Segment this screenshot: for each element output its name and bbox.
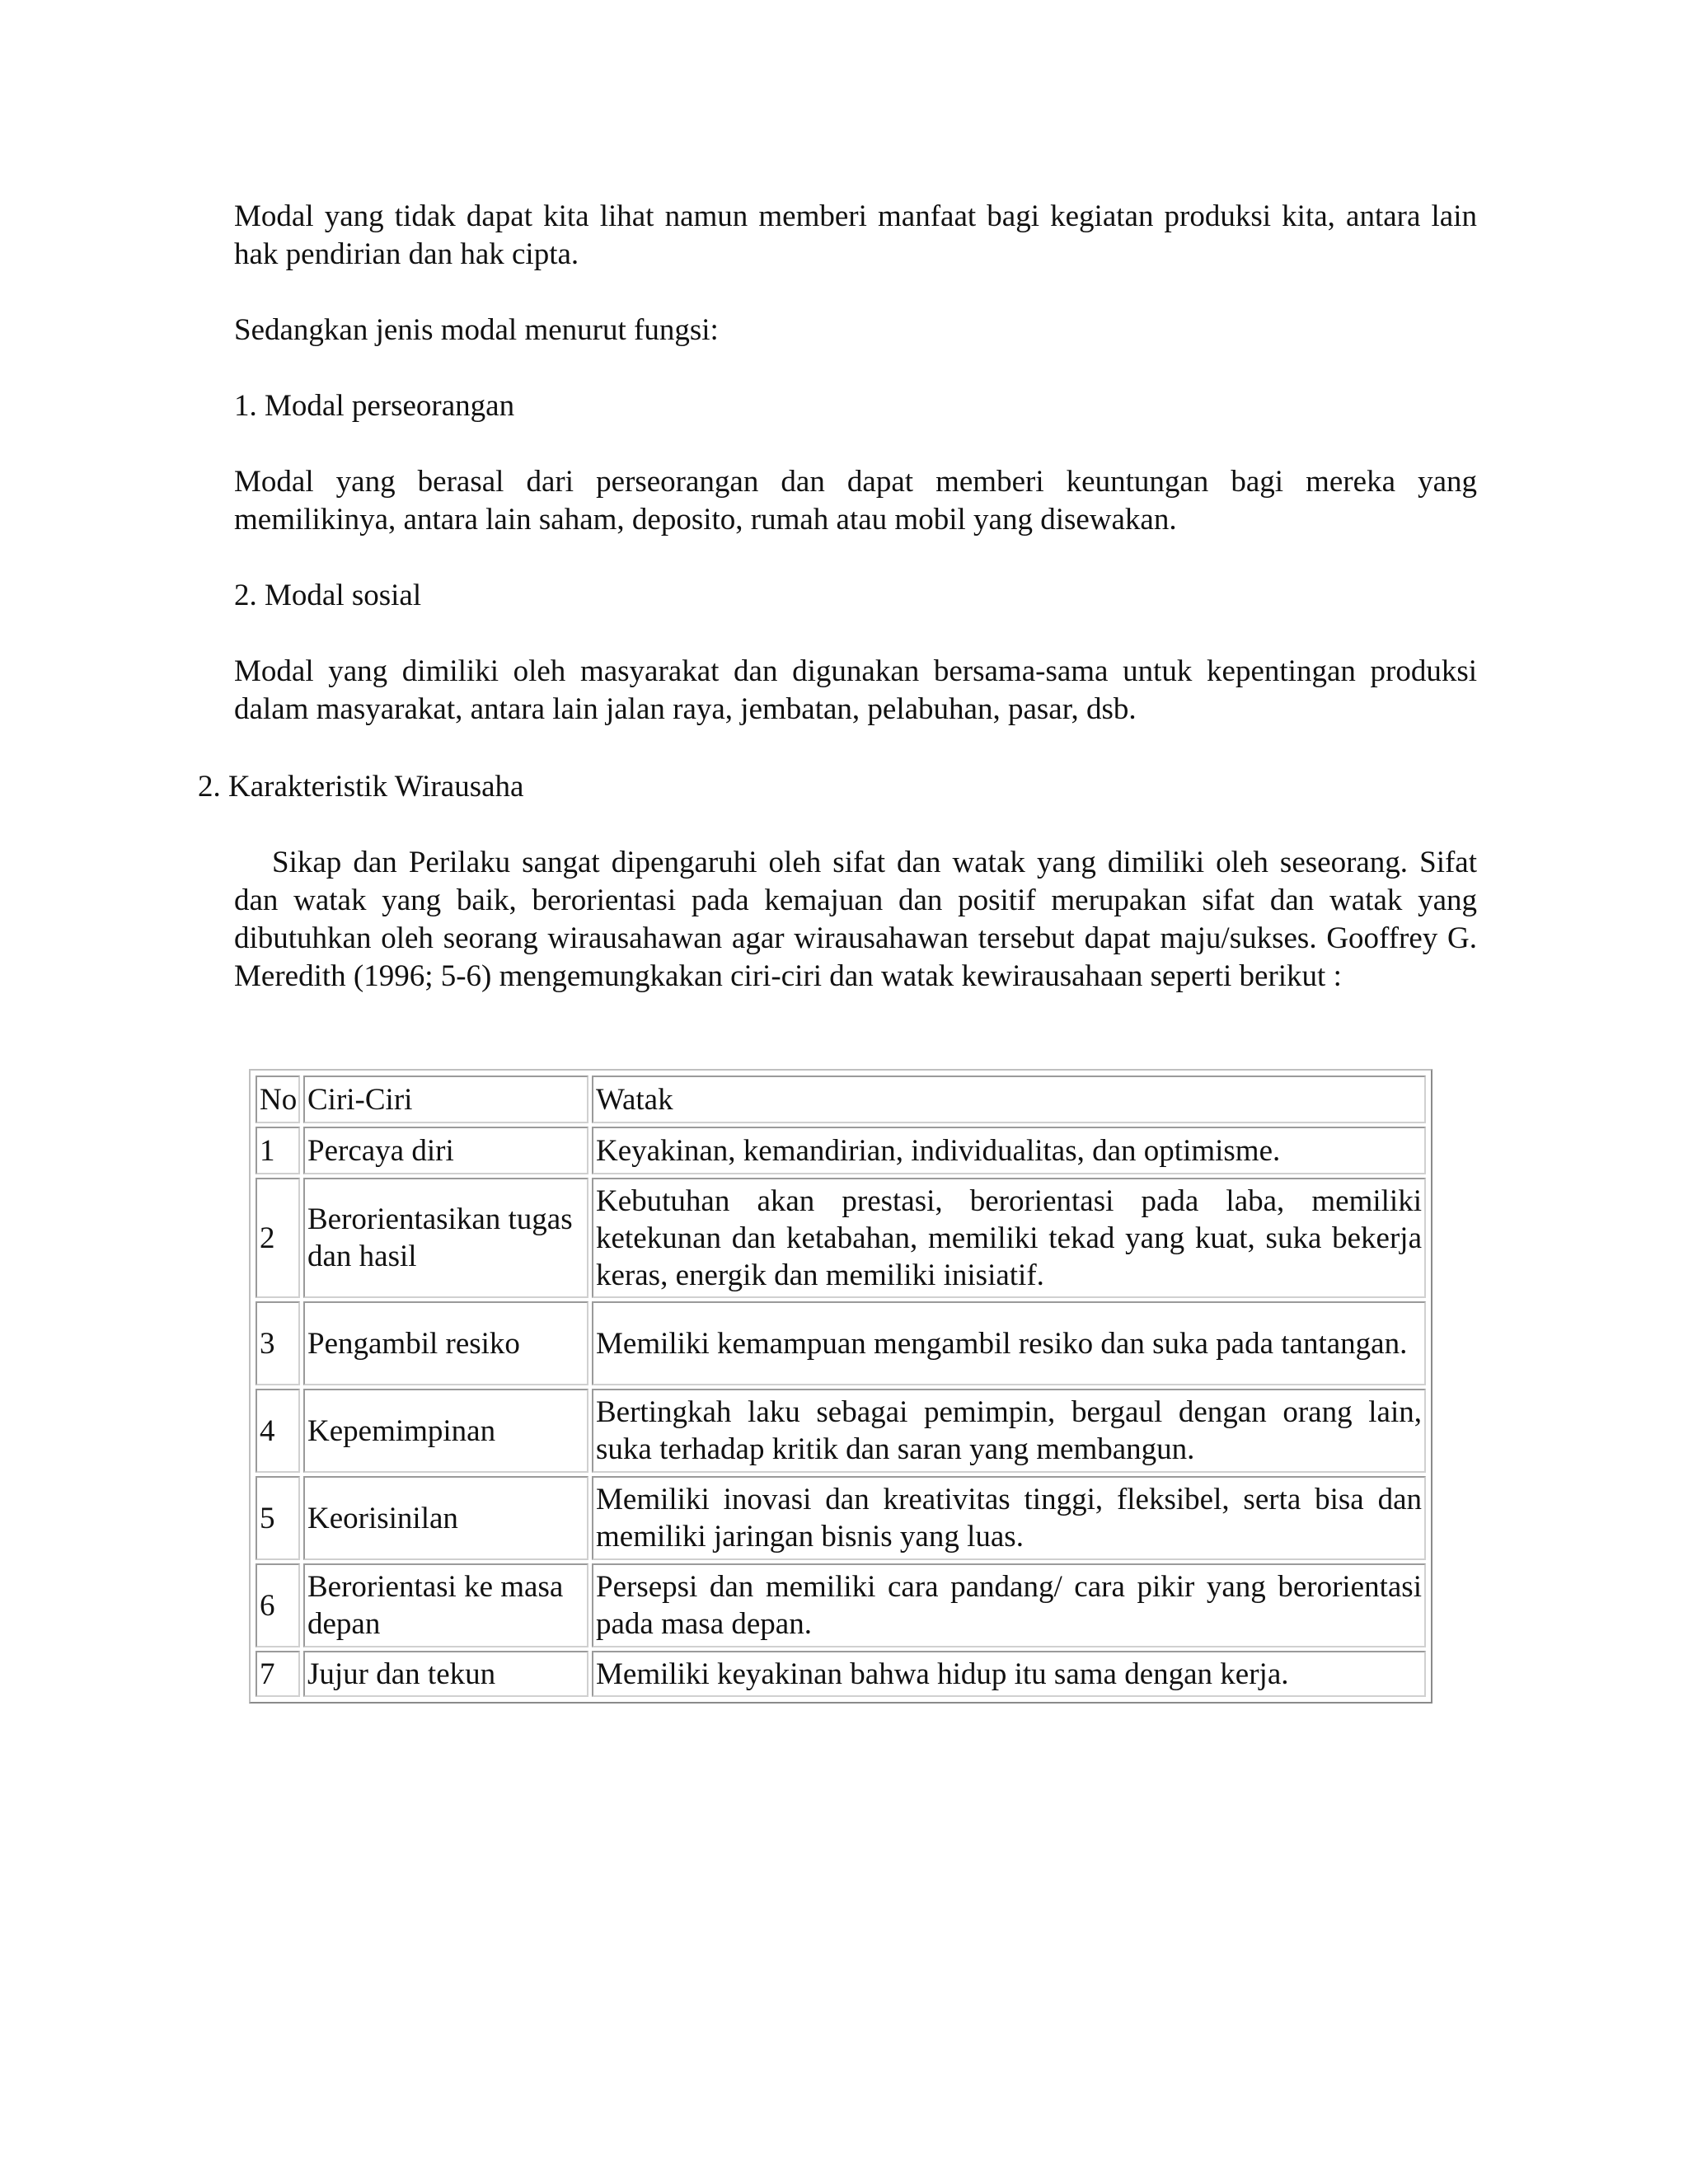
cell-no: 6 xyxy=(256,1563,300,1647)
header-ciri-ciri: Ciri-Ciri xyxy=(303,1076,588,1123)
cell-watak: Memiliki kemampuan mengambil resiko dan suka pada tantangan. xyxy=(592,1301,1426,1385)
heading-modal-sosial: 2. Modal sosial xyxy=(234,579,422,612)
header-no: No xyxy=(256,1076,300,1123)
table-row xyxy=(256,1563,1426,1647)
paragraph-modal-perseorangan: Modal yang berasal dari perseorangan dan dapat memberi keuntungan bagi mereka yang memilikinya, antara lain saham, deposito, rumah atau mobil yang disewakan. xyxy=(234,465,1477,537)
table-row xyxy=(256,1651,1426,1697)
cell-ciri: Kepemimpinan xyxy=(303,1389,588,1473)
cell-ciri: Pengambil resiko xyxy=(303,1301,588,1385)
cell-watak: Kebutuhan akan prestasi, berorientasi pada laba, memiliki ketekunan dan ketabahan, memiliki tekad yang kuat, suka bekerja keras, energik dan memiliki inisiatif. xyxy=(592,1178,1426,1298)
cell-watak: Persepsi dan memiliki cara pandang/ cara pikir yang berorientasi pada masa depan. xyxy=(592,1563,1426,1647)
cell-watak: Memiliki keyakinan bahwa hidup itu sama dengan kerja. xyxy=(592,1651,1426,1697)
cell-ciri: Berorientasi ke masa depan xyxy=(303,1563,588,1647)
paragraph-modal-sosial: Modal yang dimiliki oleh masyarakat dan digunakan bersama-sama untuk kepentingan produksi dalam masyarakat, antara lain jalan raya, jembatan, pelabuhan, pasar, dsb. xyxy=(234,654,1477,726)
cell-no: 5 xyxy=(256,1476,300,1560)
table-row xyxy=(256,1301,1426,1385)
paragraph-sikap-perilaku: Sikap dan Perilaku sangat dipengaruhi oleh sifat dan watak yang dimiliki oleh seseorang. Sifat dan watak yang baik, berorientasi pada kemajuan dan positif merupakan sifat dan watak yang dibutuhkan oleh seorang wirausahawan agar wirausahawan tersebut dapat maju/sukses. Gooffrey G. Meredith (1996; 5-6) mengemungkakan ciri-ciri dan watak kewirausahaan seperti berikut : xyxy=(234,846,1477,993)
table-row xyxy=(256,1389,1426,1473)
cell-ciri: Percaya diri xyxy=(303,1127,588,1174)
ciri-watak-table-frame xyxy=(249,1069,1432,1704)
paragraph-modal-menurut-fungsi: Sedangkan jenis modal menurut fungsi: xyxy=(234,313,719,347)
table-row xyxy=(256,1127,1426,1174)
cell-watak: Keyakinan, kemandirian, individualitas, dan optimisme. xyxy=(592,1127,1426,1174)
table-row xyxy=(256,1178,1426,1298)
cell-watak: Bertingkah laku sebagai pemimpin, bergaul dengan orang lain, suka terhadap kritik dan saran yang membangun. xyxy=(592,1389,1426,1473)
section-heading-karakteristik-wirausaha: 2. Karakteristik Wirausaha xyxy=(198,770,524,804)
cell-ciri: Berorientasikan tugas dan hasil xyxy=(303,1178,588,1298)
cell-no: 3 xyxy=(256,1301,300,1385)
paragraph-intro: Modal yang tidak dapat kita lihat namun memberi manfaat bagi kegiatan produksi kita, antara lain hak pendirian dan hak cipta. xyxy=(234,199,1477,271)
header-watak: Watak xyxy=(592,1076,1426,1123)
cell-ciri: Jujur dan tekun xyxy=(303,1651,588,1697)
heading-modal-perseorangan: 1. Modal perseorangan xyxy=(234,389,515,423)
cell-watak: Memiliki inovasi dan kreativitas tinggi, fleksibel, serta bisa dan memiliki jaringan bisnis yang luas. xyxy=(592,1476,1426,1560)
table-header-row xyxy=(256,1076,1426,1123)
cell-no: 2 xyxy=(256,1178,300,1298)
cell-no: 7 xyxy=(256,1651,300,1697)
table-row xyxy=(256,1476,1426,1560)
cell-no: 1 xyxy=(256,1127,300,1174)
cell-no: 4 xyxy=(256,1389,300,1473)
ciri-watak-table xyxy=(252,1072,1429,1700)
cell-ciri: Keorisinilan xyxy=(303,1476,588,1560)
